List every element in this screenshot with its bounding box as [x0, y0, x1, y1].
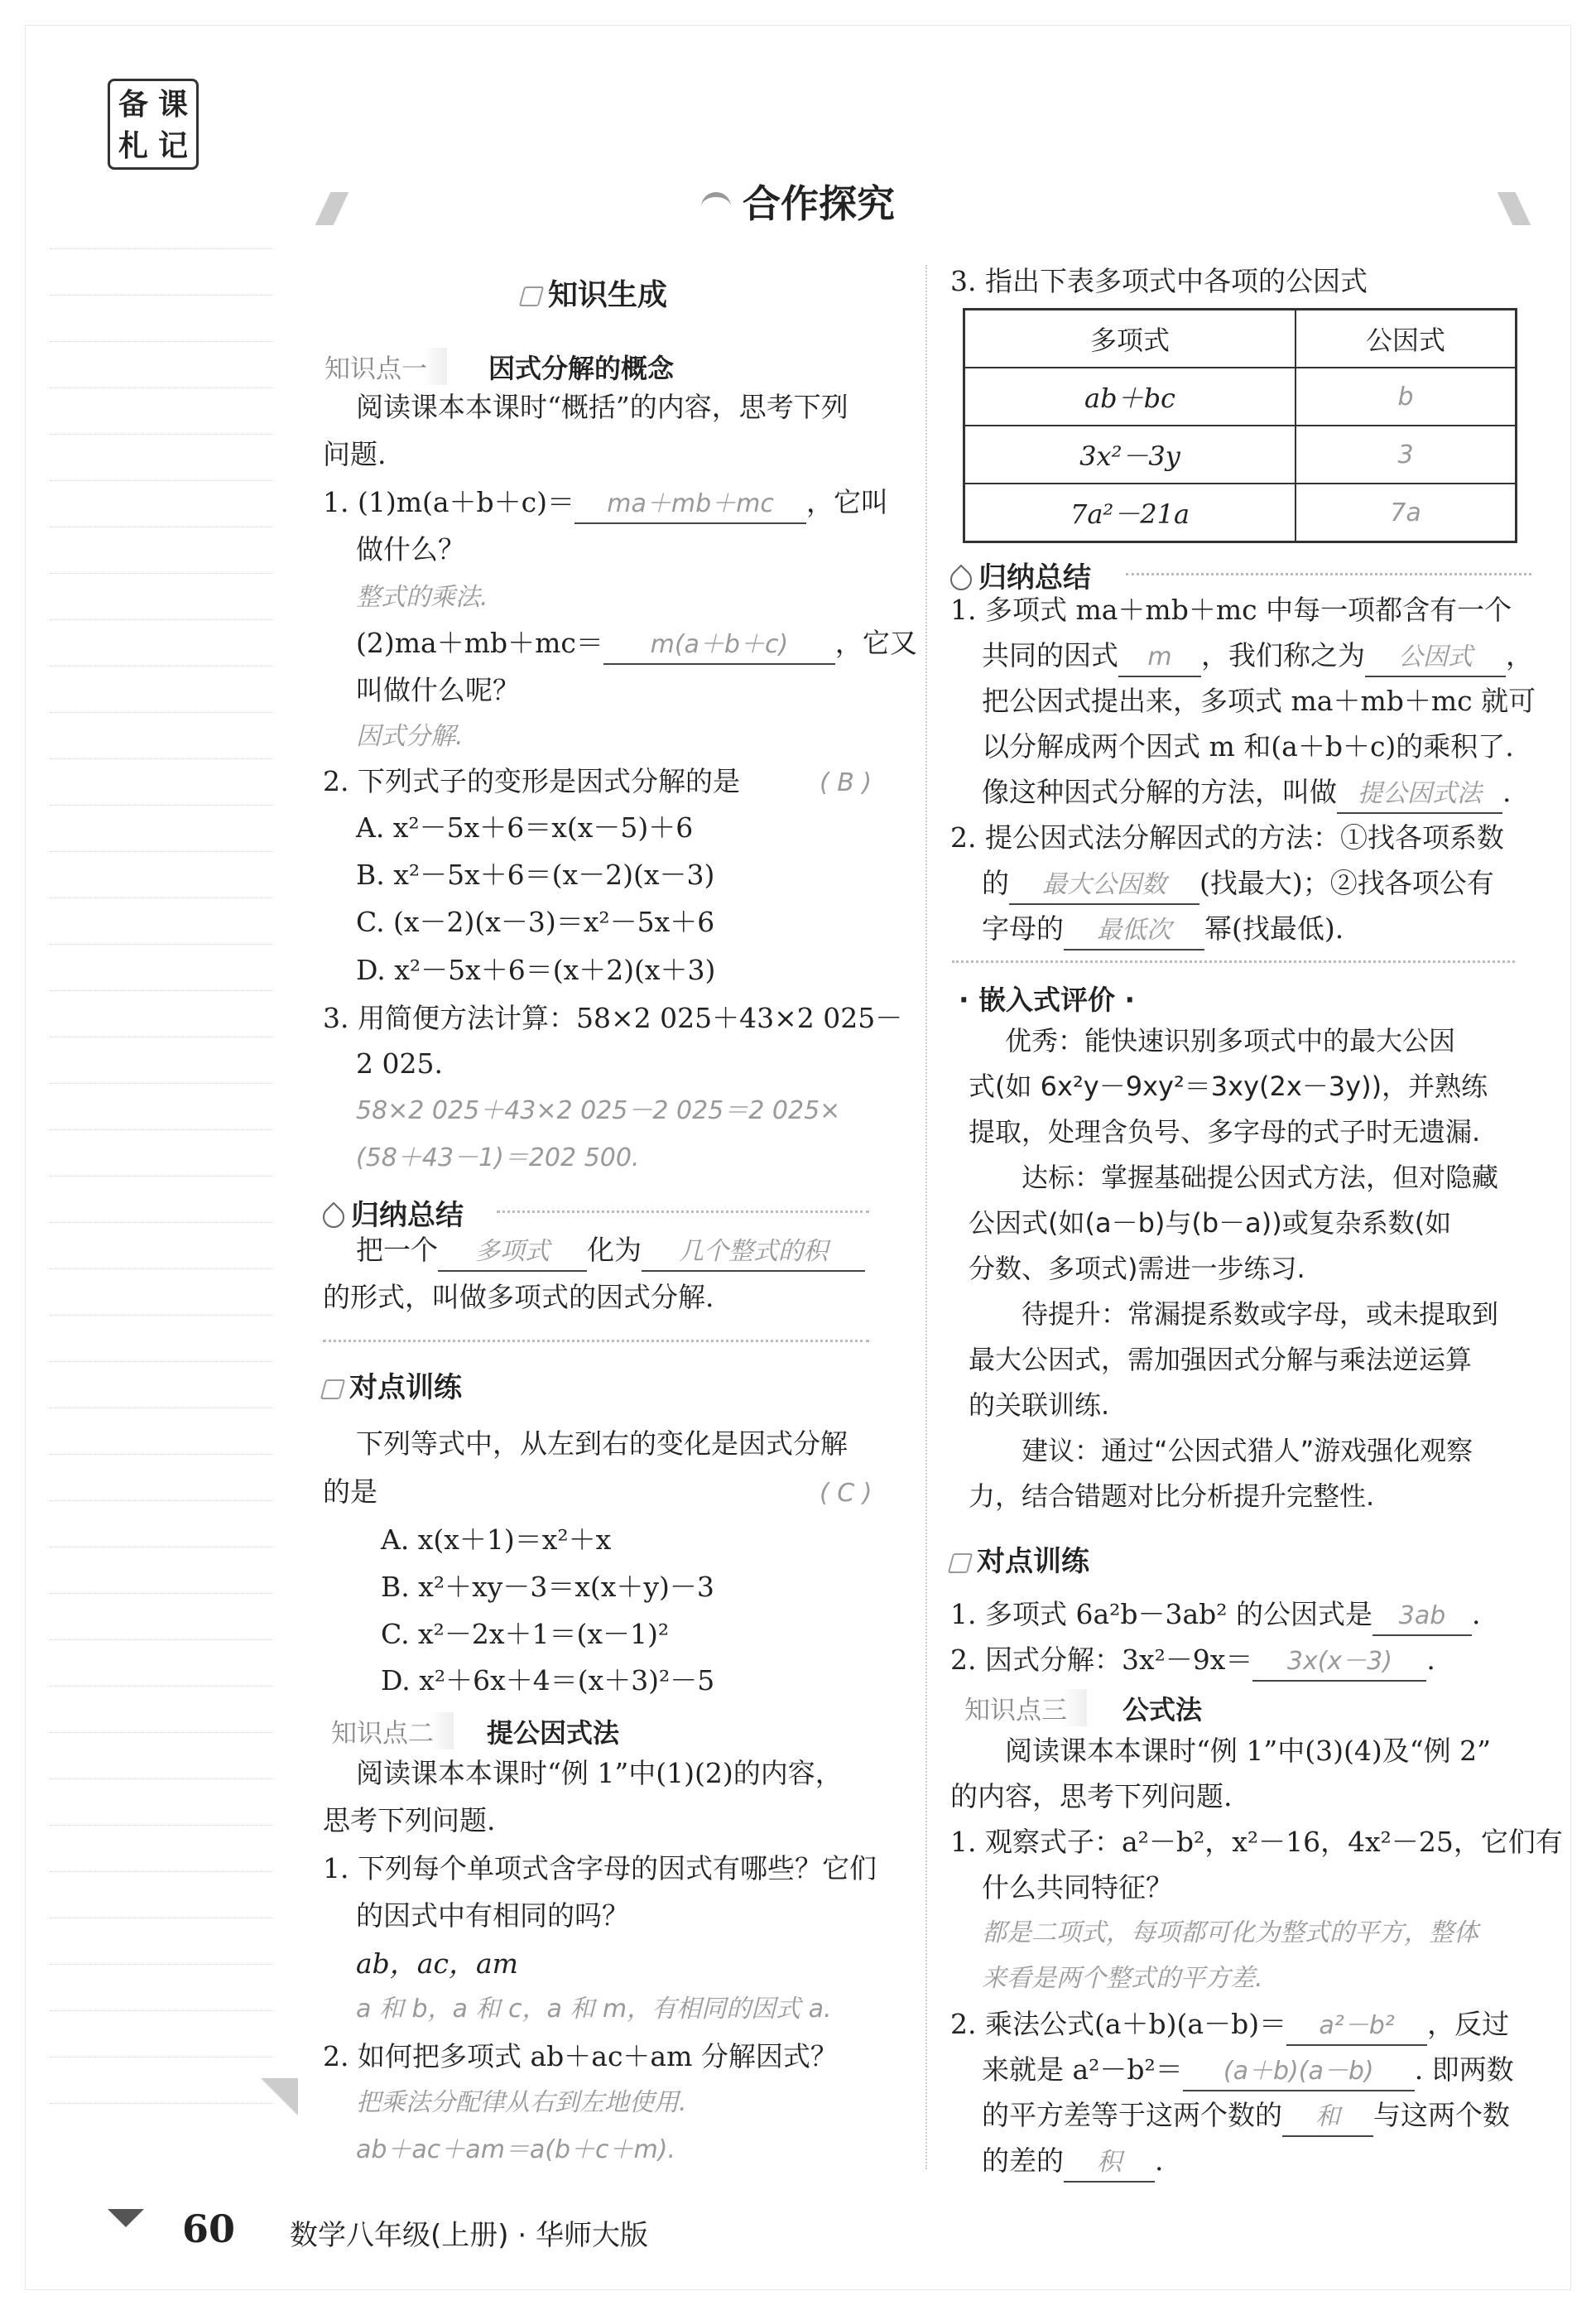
option-c: C. x²－2x＋1＝(x－1)²	[381, 1618, 670, 1650]
sidebar-rule	[50, 434, 273, 435]
handwritten-answer: 都是二项式，每项都可化为整式的平方，整体	[982, 1918, 1478, 1947]
summary-item-2: 2. 提公因式法分解因式的方法：①找各项系数	[950, 821, 1504, 854]
question-text: 的平方差等于这两个数的 和 与这两个数	[982, 2097, 1510, 2137]
sidebar-rule	[50, 619, 273, 620]
sidebar-rule	[50, 851, 273, 852]
question-3: 3. 用简便方法计算：58×2 025＋43×2 025－	[323, 1002, 903, 1034]
paragraph: 思考下列问题.	[323, 1804, 496, 1836]
section-title: 合作探究	[0, 174, 1596, 229]
training-question: 下列等式中，从左到右的变化是因式分解	[356, 1427, 848, 1460]
sidebar-rule	[50, 944, 273, 945]
notes-stamp	[108, 79, 199, 170]
option-a: A. x²－5x＋6＝x(x－5)＋6	[356, 811, 694, 844]
answer-blank: 提公因式法	[1337, 776, 1502, 814]
book-title: 数学八年级(上册) · 华师大版	[290, 2219, 648, 2252]
answer-choice: ( C )	[820, 1479, 873, 1508]
summary-text: 字母的 最低次 幂(找最低).	[982, 911, 1344, 951]
paragraph: 阅读课本本课时“概括”的内容，思考下列	[356, 391, 848, 423]
summary-text: 的 最大公因数 (找最大)；②找各项公有	[982, 865, 1494, 905]
question-2: 2. 如何把多项式 ab＋ac＋am 分解因式？	[323, 2040, 838, 2072]
handwritten-answer: 因式分解.	[356, 722, 464, 751]
sidebar-rule	[50, 1871, 273, 1872]
sidebar-rule	[50, 1083, 273, 1084]
option-a: A. x(x＋1)＝x²＋x	[381, 1523, 612, 1556]
stamp-char: 札	[118, 129, 148, 163]
pen-icon	[948, 1553, 973, 1573]
table-header-row	[964, 310, 1517, 368]
sidebar-rule	[50, 1825, 273, 1826]
sidebar-rule	[50, 1778, 273, 1779]
pencil-icon	[946, 564, 977, 594]
sidebar-rule	[50, 2103, 273, 2104]
divider	[1126, 573, 1531, 575]
table-header: 公因式	[1296, 310, 1517, 368]
answer-blank: 几个整式的积	[642, 1234, 865, 1272]
question-text: 的差的 积 .	[982, 2143, 1164, 2183]
evaluation-line: 力，结合错题对比分析提升完整性.	[969, 1480, 1375, 1512]
question-text: ab，ac，am	[356, 1947, 518, 1980]
evaluation-line: 达标：掌握基础提公因式方法，但对隐藏	[1022, 1162, 1499, 1193]
question-text: 的因式中有相同的吗？	[356, 1899, 629, 1932]
option-b: B. x²＋xy－3＝x(x＋y)－3	[381, 1571, 714, 1603]
sidebar-rule	[50, 1500, 273, 1501]
knowledge-point-tag: 知识点三	[964, 1689, 1087, 1726]
question-1: 1. 观察式子：a²－b²，x²－16，4x²－25，它们有	[950, 1826, 1563, 1858]
sidebar-rule	[50, 805, 273, 806]
option-c: C. (x－2)(x－3)＝x²－5x＋6	[356, 906, 715, 938]
evaluation-line: 式(如 6x²y－9xy²＝3xy(2x－3y))，并熟练	[969, 1071, 1488, 1102]
sidebar-rule	[50, 1315, 273, 1316]
summary-text: 把公因式提出来，多项式 ma＋mb＋mc 就可	[982, 685, 1536, 717]
answer-blank: 公因式	[1365, 639, 1506, 677]
sidebar-rule	[50, 573, 273, 574]
sidebar-rule	[50, 480, 273, 481]
answer-blank: m	[1118, 639, 1201, 677]
answer-choice: ( B )	[820, 768, 873, 797]
sidebar-rule	[50, 666, 273, 667]
divider	[323, 1340, 869, 1342]
table-cell-answer: b	[1296, 368, 1517, 426]
knowledge-point-title: 因式分解的概念	[488, 353, 675, 384]
sidebar-rule	[50, 2057, 273, 2058]
answer-blank: a²－b²	[1286, 2008, 1427, 2046]
summary-item-1: 1. 多项式 ma＋mb＋mc 中每一项都含有一个	[950, 594, 1512, 626]
answer-blank: 最低次	[1064, 912, 1204, 951]
arrow-icon	[108, 2209, 144, 2227]
sidebar-rule	[50, 1361, 273, 1362]
stamp-char: 记	[157, 129, 188, 163]
question-1: 1. 下列每个单项式含字母的因式有哪些？它们	[323, 1852, 877, 1884]
sidebar-rule	[50, 1176, 273, 1177]
answer-blank: 最大公因数	[1009, 867, 1199, 905]
knowledge-point-tag: 知识点二	[331, 1712, 454, 1749]
handwritten-answer: ab＋ac＋am＝a(b＋c＋m).	[356, 2135, 676, 2164]
evaluation-line: 最大公因式，需加强因式分解与乘法逆运算	[969, 1344, 1473, 1375]
evaluation-line: 建议：通过“公因式猎人”游戏强化观察	[1022, 1435, 1473, 1466]
sidebar-rule	[50, 1964, 273, 1965]
evaluation-line: 分数、多项式)需进一步练习.	[969, 1253, 1305, 1284]
sidebar-rule	[50, 758, 273, 759]
wave-icon	[701, 192, 731, 222]
sidebar-rule	[50, 1268, 273, 1269]
summary-text: 像这种因式分解的方法，叫做 提公因式法 .	[982, 774, 1512, 814]
paragraph: 的内容，思考下列问题.	[950, 1780, 1233, 1812]
table-header: 多项式	[964, 310, 1296, 368]
question-text: 来就是 a²－b²＝ (a＋b)(a－b) . 即两数	[982, 2052, 1514, 2091]
summary-header: 归纳总结	[323, 1192, 464, 1233]
stamp-char: 课	[157, 88, 188, 122]
handwritten-answer: (58＋43－1)＝202 500.	[356, 1143, 640, 1172]
question-text: 2 025.	[356, 1047, 443, 1080]
handwritten-answer: 来看是两个整式的平方差.	[982, 1964, 1263, 1993]
sidebar-rule	[50, 1593, 273, 1594]
sidebar-rule	[50, 387, 273, 388]
summary-text: 的形式，叫做多项式的因式分解.	[323, 1281, 714, 1313]
table-cell: 7a²－21a	[964, 484, 1296, 542]
question-2: 2. 乘法公式(a＋b)(a－b)＝ a²－b² ，反过	[950, 2006, 1509, 2046]
evaluation-line: 优秀：能快速识别多项式中的最大公因	[1005, 1025, 1456, 1056]
question-1a: 1. (1)m(a＋b＋c)＝ ma＋mb＋mc ，它叫	[323, 484, 888, 524]
training-question: 的是	[323, 1475, 377, 1508]
paragraph: 阅读课本本课时“例 1”中(3)(4)及“例 2”	[1005, 1735, 1491, 1767]
handwritten-answer: a 和 b，a 和 c，a 和 m，有相同的因式 a.	[356, 1995, 832, 2024]
answer-blank: 3ab	[1372, 1598, 1472, 1636]
sidebar-rule	[50, 341, 273, 342]
summary-text: 把一个 多项式 化为 几个整式的积	[356, 1232, 865, 1272]
question-text: 什么共同特征？	[982, 1871, 1173, 1903]
table-row	[964, 426, 1517, 484]
table-row	[964, 368, 1517, 426]
training-question-1: 1. 多项式 6a²b－3ab² 的公因式是 3ab .	[950, 1596, 1481, 1636]
evaluation-line: 的关联训练.	[969, 1389, 1110, 1421]
training-header: 对点训练	[323, 1364, 462, 1405]
question-2: 2. 下列式子的变形是因式分解的是	[323, 765, 740, 797]
evaluation-line: 公因式(如(a－b)与(b－a))或复杂系数(如	[969, 1207, 1452, 1239]
sidebar-rule	[50, 1639, 273, 1640]
table-cell: ab＋bc	[964, 368, 1296, 426]
answer-blank: 3x(x－3)	[1252, 1644, 1426, 1682]
handwritten-answer: 58×2 025＋43×2 025－2 025＝2 025×	[356, 1096, 841, 1125]
corner-decoration	[261, 2078, 298, 2115]
sidebar-rule	[50, 248, 273, 249]
evaluation-line: 待提升：常漏提系数或字母，或未提取到	[1022, 1298, 1499, 1330]
sub-header: 知识生成	[522, 277, 667, 314]
sidebar-rule	[50, 2010, 273, 2011]
sidebar-rule	[50, 990, 273, 991]
knowledge-point-title: 公式法	[1122, 1694, 1203, 1725]
book-icon	[519, 286, 544, 306]
summary-header: 归纳总结	[950, 555, 1091, 595]
sidebar-rule	[50, 295, 273, 296]
page-number: 60	[182, 2207, 236, 2251]
handwritten-answer: 整式的乘法.	[356, 583, 488, 612]
question-1b: (2)ma＋mb＋mc＝ m(a＋b＋c) ，它又	[356, 625, 917, 665]
paragraph: 阅读课本本课时“例 1”中(1)(2)的内容，	[356, 1757, 843, 1789]
table-cell-answer: 3	[1296, 426, 1517, 484]
sidebar-rule	[50, 1129, 273, 1130]
paragraph: 问题.	[323, 438, 387, 470]
sidebar-rule	[50, 1454, 273, 1455]
handwritten-answer: 把乘法分配律从右到左地使用.	[356, 2088, 687, 2117]
summary-text: 以分解成两个因式 m 和(a＋b＋c)的乘积了.	[982, 730, 1514, 763]
knowledge-point-title: 提公因式法	[487, 1717, 620, 1749]
answer-blank: ma＋mb＋mc	[574, 486, 806, 524]
answer-blank: (a＋b)(a－b)	[1183, 2053, 1415, 2091]
question-text: 做什么？	[356, 533, 465, 566]
pencil-icon	[319, 1201, 349, 1232]
training-question-2: 2. 因式分解：3x²－9x＝ 3x(x－3) .	[950, 1642, 1435, 1682]
sidebar-rule	[50, 1732, 273, 1733]
table-row	[964, 484, 1517, 542]
pen-icon	[320, 1379, 345, 1399]
table-cell: 3x²－3y	[964, 426, 1296, 484]
answer-blank: m(a＋b＋c)	[603, 627, 835, 665]
evaluation-line: 提取，处理含负号、多字母的式子时无遗漏.	[969, 1116, 1481, 1148]
option-d: D. x²＋6x＋4＝(x＋3)²－5	[381, 1664, 715, 1697]
summary-text: 共同的因式 m ，我们称之为 公因式 ，	[982, 638, 1533, 677]
divider	[952, 960, 1515, 963]
option-b: B. x²－5x＋6＝(x－2)(x－3)	[356, 859, 715, 891]
common-factor-table	[963, 308, 1517, 543]
answer-blank: 积	[1064, 2144, 1155, 2183]
knowledge-point-tag: 知识点一	[324, 348, 447, 385]
column-divider	[925, 265, 927, 2169]
table-cell-answer: 7a	[1296, 484, 1517, 542]
training-header: 对点训练	[950, 1538, 1089, 1579]
answer-blank: 和	[1282, 2099, 1373, 2137]
sidebar-rule	[50, 1222, 273, 1223]
sidebar-rule	[50, 712, 273, 713]
question-3: 3. 指出下表多项式中各项的公因式	[950, 265, 1368, 297]
option-d: D. x²－5x＋6＝(x＋2)(x＋3)	[356, 954, 716, 986]
question-text: 叫做什么呢？	[356, 674, 520, 706]
answer-blank: 多项式	[438, 1234, 587, 1272]
evaluation-header: · 嵌入式评价 ·	[959, 984, 1136, 1016]
sidebar-rule	[50, 1686, 273, 1687]
stamp-char: 备	[118, 88, 148, 122]
divider	[497, 1210, 869, 1213]
